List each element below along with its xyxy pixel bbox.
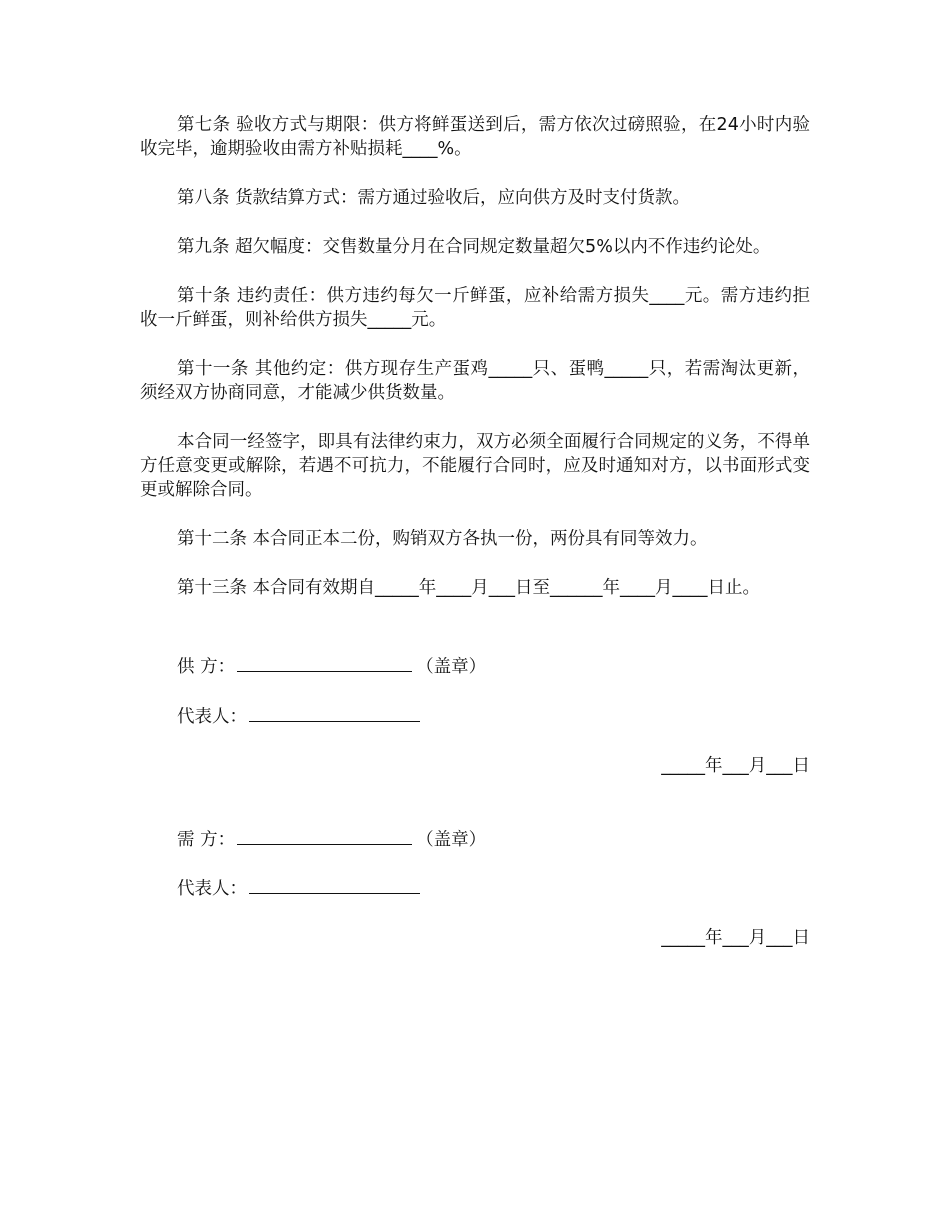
clause-10: 第十条 违约责任：供方违约每欠一斤鲜蛋，应补给需方损失____元。需方违约拒收一斤鲜蛋，则补给供方损失_____元。	[140, 286, 810, 330]
buyer-label: 需 方：	[177, 830, 236, 850]
clause-12: 第十二条 本合同正本二份，购销双方各执一份，两份具有同等效力。	[177, 529, 708, 549]
supplier-date: _____年___月___日	[661, 756, 810, 776]
clause-7: 第七条 验收方式与期限：供方将鲜蛋送到后，需方依次过磅照验，在24小时内验收完毕，逾期验收由需方补贴损耗____%。	[140, 115, 810, 159]
supplier-signature-block	[140, 654, 810, 679]
buyer-date: _____年___月___日	[661, 928, 810, 948]
buyer-seal: （盖章）	[416, 830, 487, 850]
clause-9: 第九条 超欠幅度：交售数量分月在合同规定数量超欠5%以内不作违约论处。	[177, 237, 771, 257]
clause-13: 第十三条 本合同有效期自_____年____月___日至______年____月____日止。	[177, 578, 761, 598]
supplier-rep-label: 代表人：	[177, 707, 247, 727]
supplier-rep-line	[140, 704, 810, 729]
buyer-rep-blank[interactable]	[249, 876, 420, 894]
buyer-line	[140, 827, 810, 852]
supplier-rep-block	[140, 704, 810, 729]
buyer-rep-block	[140, 876, 810, 901]
supplier-label: 供 方：	[177, 657, 236, 677]
buyer-rep-line	[140, 876, 810, 901]
supplier-seal: （盖章）	[416, 657, 487, 677]
buyer-date-block	[140, 926, 810, 950]
supplier-blank[interactable]	[237, 654, 412, 672]
buyer-blank[interactable]	[237, 827, 412, 845]
supplier-date-block	[140, 754, 810, 778]
clause-11: 第十一条 其他约定：供方现存生产蛋鸡_____只、蛋鸭_____只，若需淘汰更新，须经双方协商同意，才能减少供货数量。	[140, 359, 810, 403]
buyer-signature-block	[140, 827, 810, 852]
clause-8: 第八条 货款结算方式：需方通过验收后，应向供方及时支付货款。	[177, 188, 691, 208]
supplier-line	[140, 654, 810, 679]
contract-clauses	[140, 113, 810, 600]
buyer-rep-label: 代表人：	[177, 879, 247, 899]
binding-force-clause: 本合同一经签字，即具有法律约束力，双方必须全面履行合同规定的义务，不得单方任意变更或解除，若遇不可抗力，不能履行合同时，应及时通知对方，以书面形式变更或解除合同。	[140, 432, 810, 500]
supplier-rep-blank[interactable]	[249, 704, 420, 722]
